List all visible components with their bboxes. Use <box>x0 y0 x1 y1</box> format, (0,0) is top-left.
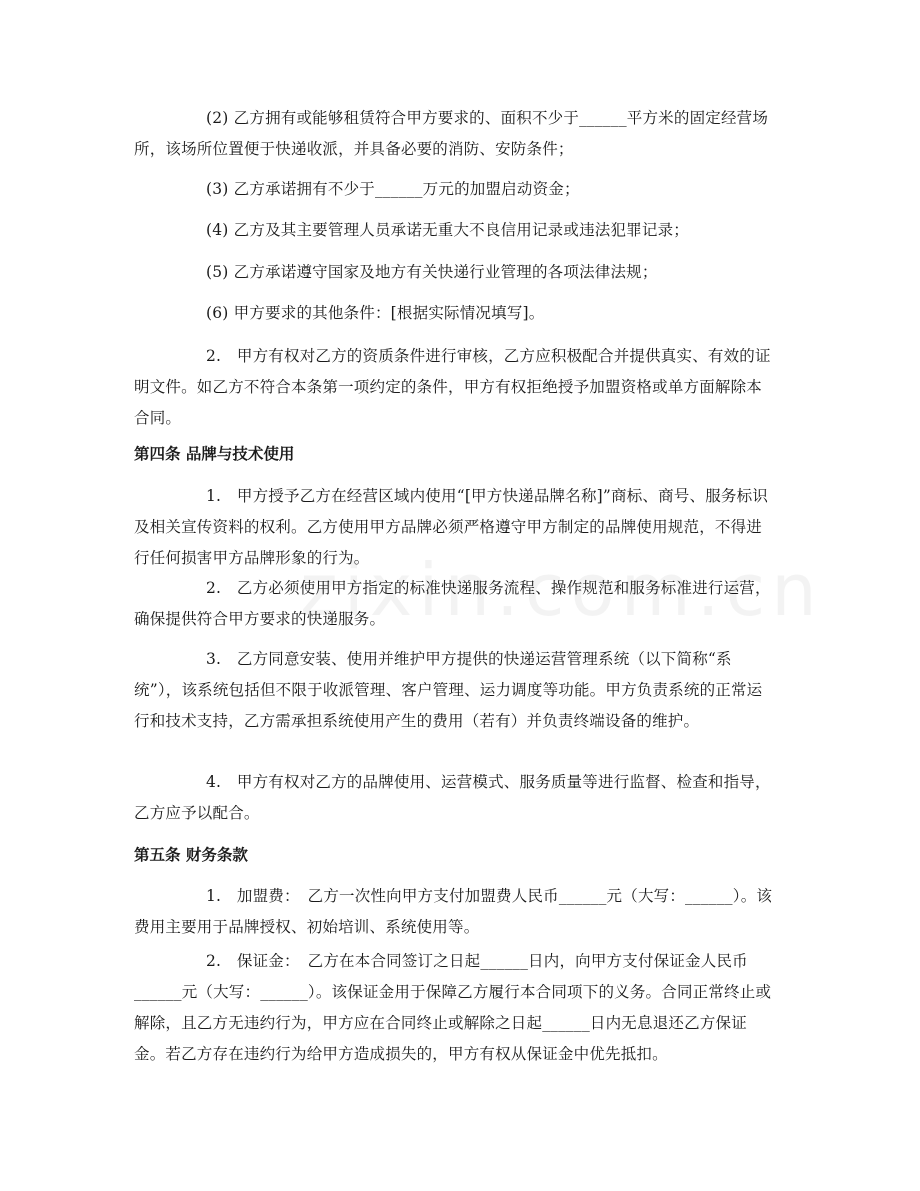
clause-item-3: (3) 乙方承诺拥有不少于______万元的加盟启动资金； <box>206 180 580 198</box>
article-4-item-3: 3. 乙方同意安装、使用并维护甲方提供的快递运营管理系统（以下简称“系统”），该系统包括但不限于收派管理、客户管理、运力调度等功能。甲方负责系统的正常运行和技术支持，乙方需承担系统使用产生的费用（若有）并负责终端设备的维护。 <box>134 650 763 730</box>
article-4-item-1: 1. 甲方授予乙方在经营区域内使用“[甲方快递品牌名称]”商标、商号、服务标识及相关宣传资料的权利。乙方使用甲方品牌必须严格遵守甲方制定的品牌使用规范，不得进行任何损害甲方品牌形象的行为。 <box>134 487 769 567</box>
article-5-heading: 第五条 财务条款 <box>134 846 248 864</box>
clause-item-6: (6) 甲方要求的其他条件：[根据实际情况填写]。 <box>206 304 545 322</box>
clause-item-2: (2) 乙方拥有或能够租赁符合甲方要求的、面积不少于______平方米的固定经营场所，该场所位置便于快递收派，并具备必要的消防、安防条件； <box>134 109 769 158</box>
article-4-heading: 第四条 品牌与技术使用 <box>134 445 295 463</box>
clause-item-4: (4) 乙方及其主要管理人员承诺无重大不良信用记录或违法犯罪记录； <box>206 221 689 239</box>
article-5-item-2: 2. 保证金： 乙方在本合同签订之日起______日内，向甲方支付保证金人民币______元（大写：______）。该保证金用于保障乙方履行本合同项下的义务。合同正常终止或解除，且乙方无违约行为，甲方应在合同终止或解除之日起______日内无息退还乙方保证金。若乙方存在违约行为给甲方造成损失的，甲方有权从保证金中优先抵扣。 <box>134 952 772 1063</box>
article-4-item-2: 2. 乙方必须使用甲方指定的标准快递服务流程、操作规范和服务标准进行运营，确保提供符合甲方要求的快递服务。 <box>134 579 771 628</box>
article-4-item-4: 4. 甲方有权对乙方的品牌使用、运营模式、服务质量等进行监督、检查和指导，乙方应予以配合。 <box>134 773 771 822</box>
article-5-item-1: 1. 加盟费： 乙方一次性向甲方支付加盟费人民币______元（大写：______）。该费用主要用于品牌授权、初始培训、系统使用等。 <box>134 887 773 936</box>
clause-item-5: (5) 乙方承诺遵守国家及地方有关快递行业管理的各项法律法规； <box>206 263 658 281</box>
clause3-paragraph-2: 2. 甲方有权对乙方的资质条件进行审核，乙方应积极配合并提供真实、有效的证明文件。如乙方不符合本条第一项约定的条件，甲方有权拒绝授予加盟资格或单方面解除本合同。 <box>134 347 771 427</box>
